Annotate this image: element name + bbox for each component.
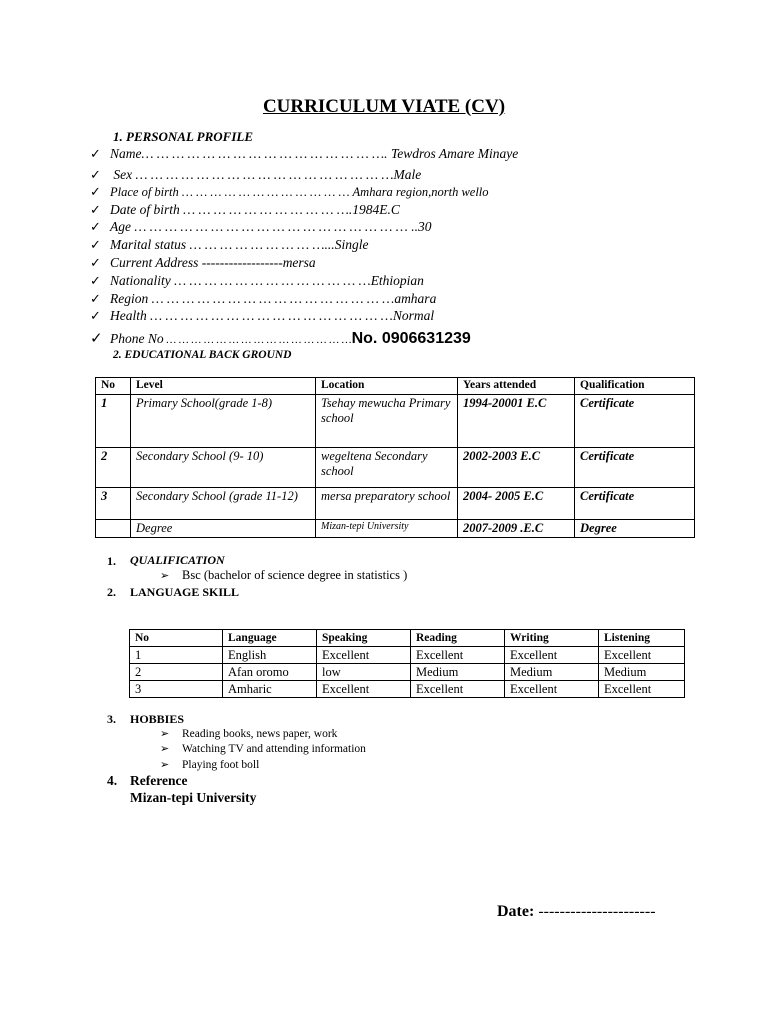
table-cell: low xyxy=(317,664,411,681)
checkmark-icon: ✓ xyxy=(90,255,101,270)
profile-label: Sex xyxy=(110,167,133,182)
profile-item-health xyxy=(90,308,434,324)
profile-item-current-address xyxy=(90,255,316,271)
profile-value: 1984E.C xyxy=(352,202,400,217)
table-cell: Primary School(grade 1-8) xyxy=(131,395,316,448)
table-cell: Excellent xyxy=(411,647,505,664)
reference-number: 4. xyxy=(107,773,118,788)
profile-item-marital-status xyxy=(90,237,368,253)
table-cell: 3 xyxy=(96,488,131,520)
profile-label: Date of birth xyxy=(110,202,180,217)
profile-dots: … … … … … … … … …... xyxy=(186,237,335,252)
profile-item-sex xyxy=(90,167,421,183)
table-cell: mersa preparatory school xyxy=(316,488,458,520)
table-cell: 2004- 2005 E.C xyxy=(458,488,575,520)
table-row xyxy=(130,647,685,664)
phone-number-value: No. 0906631239 xyxy=(351,330,471,347)
profile-label: Name xyxy=(110,146,142,161)
hobby-item xyxy=(160,758,259,771)
qualification-item xyxy=(160,568,407,583)
education-header-row xyxy=(96,378,695,395)
language-skill-heading: LANGUAGE SKILL xyxy=(130,585,240,599)
arrow-bullet-icon: ➢ xyxy=(160,728,170,740)
personal-profile-heading: 1. PERSONAL PROFILE xyxy=(113,129,254,144)
profile-item-nationality xyxy=(90,273,424,289)
hobby-item xyxy=(160,727,337,740)
table-cell: Excellent xyxy=(317,647,411,664)
col-header: Years attended xyxy=(458,378,575,395)
profile-item-date-of-birth xyxy=(90,202,400,218)
profile-dots: … … … … … … … … … … … … xyxy=(178,185,353,199)
checkmark-icon: ✓ xyxy=(90,331,103,347)
table-cell xyxy=(96,520,131,538)
table-cell: 1994-20001 E.C xyxy=(458,395,575,448)
profile-dots: … … … … … … … … … … …. xyxy=(179,202,353,217)
table-row xyxy=(96,488,695,520)
col-header: Reading xyxy=(411,630,505,647)
profile-value: amhara xyxy=(394,291,437,306)
hobbies-number: 3. xyxy=(107,712,116,726)
profile-label: Place of birth xyxy=(110,185,179,199)
profile-label: Age xyxy=(110,219,131,234)
profile-dots: ------------------ xyxy=(198,255,283,270)
arrow-bullet-icon: ➢ xyxy=(160,743,170,755)
table-cell: 1 xyxy=(96,395,131,448)
table-cell: Tsehay mewucha Primary school xyxy=(316,395,458,448)
profile-label: Marital status xyxy=(110,237,187,252)
qualification-number: 1. xyxy=(107,554,116,568)
table-cell: Excellent xyxy=(505,647,599,664)
profile-value: Single xyxy=(334,237,369,252)
col-header: Speaking xyxy=(317,630,411,647)
qualification-heading: QUALIFICATION xyxy=(130,553,225,567)
profile-value: 30 xyxy=(417,219,432,234)
language-header-row xyxy=(130,630,685,647)
checkmark-icon: ✓ xyxy=(90,167,101,182)
table-cell: Excellent xyxy=(599,647,685,664)
col-header: No xyxy=(96,378,131,395)
profile-value: Normal xyxy=(392,308,435,323)
checkmark-icon: ✓ xyxy=(90,273,101,288)
hobby-text: Playing foot boll xyxy=(182,759,260,771)
checkmark-icon: ✓ xyxy=(90,202,101,217)
col-header: Level xyxy=(131,378,316,395)
hobby-item xyxy=(160,742,366,755)
language-number: 2. xyxy=(107,585,116,599)
profile-item-age xyxy=(90,219,431,235)
profile-value: Male xyxy=(393,167,422,182)
table-row xyxy=(96,520,695,538)
col-header: Language xyxy=(223,630,317,647)
col-header: Listening xyxy=(599,630,685,647)
table-cell: 3 xyxy=(130,681,223,698)
hobbies-heading: HOBBIES xyxy=(130,712,185,726)
checkmark-icon: ✓ xyxy=(90,184,101,199)
profile-value: mersa xyxy=(282,255,316,270)
table-cell: Certificate xyxy=(575,448,695,488)
educational-background-heading: 2. EDUCATIONAL BACK GROUND xyxy=(113,349,292,361)
profile-dots: … … … … … … … … … … … … … … … … … xyxy=(132,167,394,182)
checkmark-icon: ✓ xyxy=(90,146,101,161)
profile-label: Phone No xyxy=(110,331,164,346)
col-header: Writing xyxy=(505,630,599,647)
profile-label: Region xyxy=(110,291,149,306)
profile-value: Ethiopian xyxy=(370,273,424,288)
profile-dots: … … … … … … … … … … … … … xyxy=(170,273,371,288)
col-header: Qualification xyxy=(575,378,695,395)
table-cell: Certificate xyxy=(575,395,695,448)
col-header: No xyxy=(130,630,223,647)
table-row xyxy=(96,395,695,448)
profile-dots: … … … … … … … … … … … … … … … … xyxy=(148,291,395,306)
arrow-bullet-icon: ➢ xyxy=(160,570,170,582)
reference-value: Mizan-tepi University xyxy=(130,790,257,805)
table-cell: Excellent xyxy=(317,681,411,698)
table-cell: 2 xyxy=(96,448,131,488)
reference-heading: Reference xyxy=(130,773,188,788)
profile-dots: … … … … … … … … … … … … … … … … … … .. xyxy=(131,219,418,234)
table-cell: 2 xyxy=(130,664,223,681)
profile-item-place-of-birth xyxy=(90,184,489,200)
profile-item-phone xyxy=(90,329,471,348)
profile-dots: … … … … … … … … … … … … … … … … xyxy=(146,308,393,323)
table-cell: Medium xyxy=(505,664,599,681)
table-cell: Certificate xyxy=(575,488,695,520)
table-cell: Amharic xyxy=(223,681,317,698)
profile-label: Current Address xyxy=(110,255,199,270)
table-cell: Degree xyxy=(575,520,695,538)
table-cell: Excellent xyxy=(599,681,685,698)
date-label: Date: xyxy=(497,903,535,920)
profile-item-region xyxy=(90,291,436,307)
profile-value: Tewdros Amare Minaye xyxy=(390,146,519,161)
table-row xyxy=(130,681,685,698)
document-title: CURRICULUM VIATE (CV) xyxy=(262,96,506,117)
profile-dots: … … … … … … … … … … … … … … … …. xyxy=(141,146,391,161)
table-cell: Medium xyxy=(599,664,685,681)
table-cell: Medium xyxy=(411,664,505,681)
qualification-text: Bsc (bachelor of science degree in statistics ) xyxy=(182,568,408,582)
profile-label: Nationality xyxy=(110,273,171,288)
table-cell: Degree xyxy=(131,520,316,538)
checkmark-icon: ✓ xyxy=(90,219,101,234)
profile-dots: … … … … … … … … … … … … … … … xyxy=(163,334,352,346)
checkmark-icon: ✓ xyxy=(90,291,101,306)
col-header: Location xyxy=(316,378,458,395)
table-cell: Mizan-tepi University xyxy=(316,520,458,538)
table-cell: Secondary School (grade 11-12) xyxy=(131,488,316,520)
table-cell: Excellent xyxy=(505,681,599,698)
table-cell: Excellent xyxy=(411,681,505,698)
checkmark-icon: ✓ xyxy=(90,237,101,252)
table-cell: 2007-2009 .E.C xyxy=(458,520,575,538)
table-cell: Secondary School (9- 10) xyxy=(131,448,316,488)
language-table xyxy=(129,629,685,698)
hobby-text: Watching TV and attending information xyxy=(182,743,366,755)
table-row xyxy=(96,448,695,488)
table-cell: Afan oromo xyxy=(223,664,317,681)
table-cell: 1 xyxy=(130,647,223,664)
hobby-text: Reading books, news paper, work xyxy=(182,728,338,740)
arrow-bullet-icon: ➢ xyxy=(160,759,170,771)
profile-value: Amhara region,north wello xyxy=(352,185,489,199)
table-cell: English xyxy=(223,647,317,664)
profile-label: Health xyxy=(110,308,147,323)
table-cell: wegeltena Secondary school xyxy=(316,448,458,488)
date-line xyxy=(497,903,656,921)
profile-item-name xyxy=(90,146,518,162)
table-cell: 2002-2003 E.C xyxy=(458,448,575,488)
checkmark-icon: ✓ xyxy=(90,308,101,323)
education-table xyxy=(95,377,695,538)
table-row xyxy=(130,664,685,681)
date-blank: ---------------------- xyxy=(538,903,656,920)
